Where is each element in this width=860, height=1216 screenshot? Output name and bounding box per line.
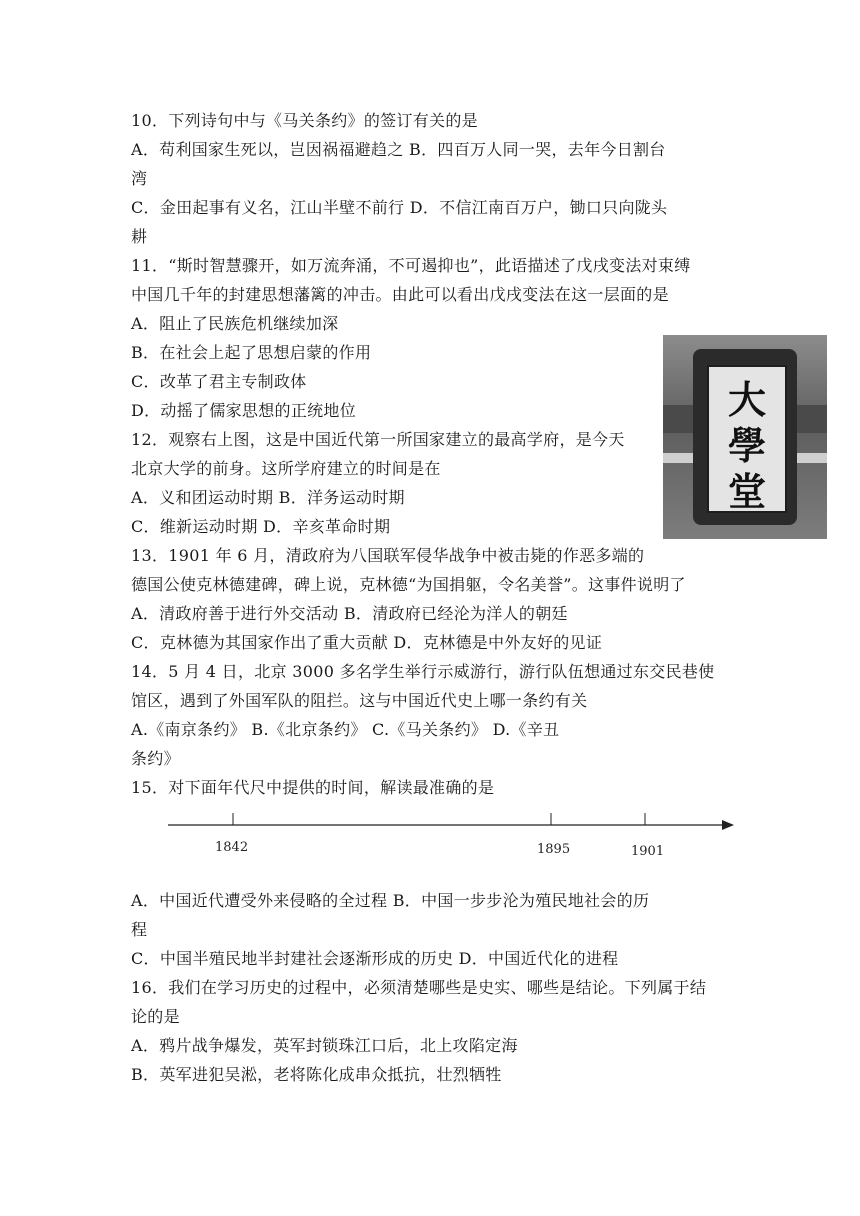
q10-options-cd: C．金田起事有义名，江山半壁不前行 D．不信江南百万户，锄口只向陇头 [131,198,668,217]
timeline-label-1842: 1842 [215,840,249,855]
plaque-board [707,365,787,513]
q14-stem: 14．5 月 4 日，北京 3000 多名学生举行示威游行，游行队伍想通过东交民巷使 [131,662,715,681]
q16-option-a: A．鸦片战争爆发，英军封锁珠江口后，北上攻陷定海 [131,1036,518,1055]
q11-stem-cont: 中国几千年的封建思想藩篱的冲击。由此可以看出戊戌变法在这一层面的是 [131,285,669,304]
timeline-arrow [722,820,734,830]
q10-options-ab-wrap: 湾 [131,169,148,188]
q13-options-cd: C．克林德为其国家作出了重大贡献 D．克林德是中外友好的见证 [131,633,603,652]
q15-options-cd: C．中国半殖民地半封建社会逐渐形成的历史 D．中国近代化的进程 [131,949,619,968]
q13-stem: 13．1901 年 6 月，清政府为八国联军侵华战争中被击毙的作恶多端的 [131,546,645,565]
q12-stem: 12．观察右上图，这是中国近代第一所国家建立的最高学府，是今天 [131,430,625,449]
plaque-char-3: 堂 [727,469,766,514]
q12-options-cd: C．维新运动时期 D．辛亥革命时期 [131,517,391,536]
q12-options-ab: A．义和团运动时期 B．洋务运动时期 [131,488,405,507]
q10-options-ab: A．苟利国家生死以，岂因祸福避趋之 B．四百万人同一哭，去年今日割台 [131,140,666,159]
q12-stem-cont: 北京大学的前身。这所学府建立的时间是在 [131,459,441,478]
q14-options-wrap: 条约》 [131,749,180,768]
q15-stem: 15．对下面年代尺中提供的时间，解读最准确的是 [131,778,495,797]
q10-stem: 10．下列诗句中与《马关条约》的签订有关的是 [131,111,478,130]
q11-option-a: A．阻止了民族危机继续加深 [131,314,339,333]
q14-stem-cont: 馆区，遇到了外国军队的阻拦。这与中国近代史上哪一条约有关 [131,691,588,710]
q16-stem: 16．我们在学习历史的过程中，必须清楚哪些是史实、哪些是结论。下列属于结 [131,978,707,997]
q13-options-ab: A．清政府善于进行外交活动 B．清政府已经沦为洋人的朝廷 [131,604,568,623]
q16-option-b: B．英军进犯吴淞，老将陈化成串众抵抗，壮烈牺牲 [131,1065,502,1084]
q14-options: A.《南京条约》 B.《北京条约》 C.《马关条约》 D.《辛丑 [131,720,560,739]
q15-options-ab-wrap: 程 [131,920,148,939]
q11-option-d: D．动摇了儒家思想的正统地位 [131,401,357,420]
plaque-char-2: 學 [727,423,766,468]
q13-stem-cont: 德国公使克林德建碑，碑上说，克林德“为国捐躯，令名美誉”。这事件说明了 [131,575,686,594]
q16-stem-cont: 论的是 [131,1007,180,1026]
q11-option-c: C．改革了君主专制政体 [131,372,307,391]
q15-options-ab: A．中国近代遭受外来侵略的全过程 B．中国一步步沦为殖民地社会的历 [131,891,650,910]
timeline-label-1895: 1895 [537,842,571,857]
q11-option-b: B．在社会上起了思想启蒙的作用 [131,343,372,362]
q11-stem: 11．“斯时智慧骤开，如万流奔涌，不可遏抑也”，此语描述了戊戌变法对束缚 [131,256,691,275]
timeline-label-1901: 1901 [631,844,665,859]
plaque-char-1: 大 [727,377,766,422]
q10-options-cd-wrap: 耕 [131,227,148,246]
imperial-university-plaque-photo [663,335,827,539]
